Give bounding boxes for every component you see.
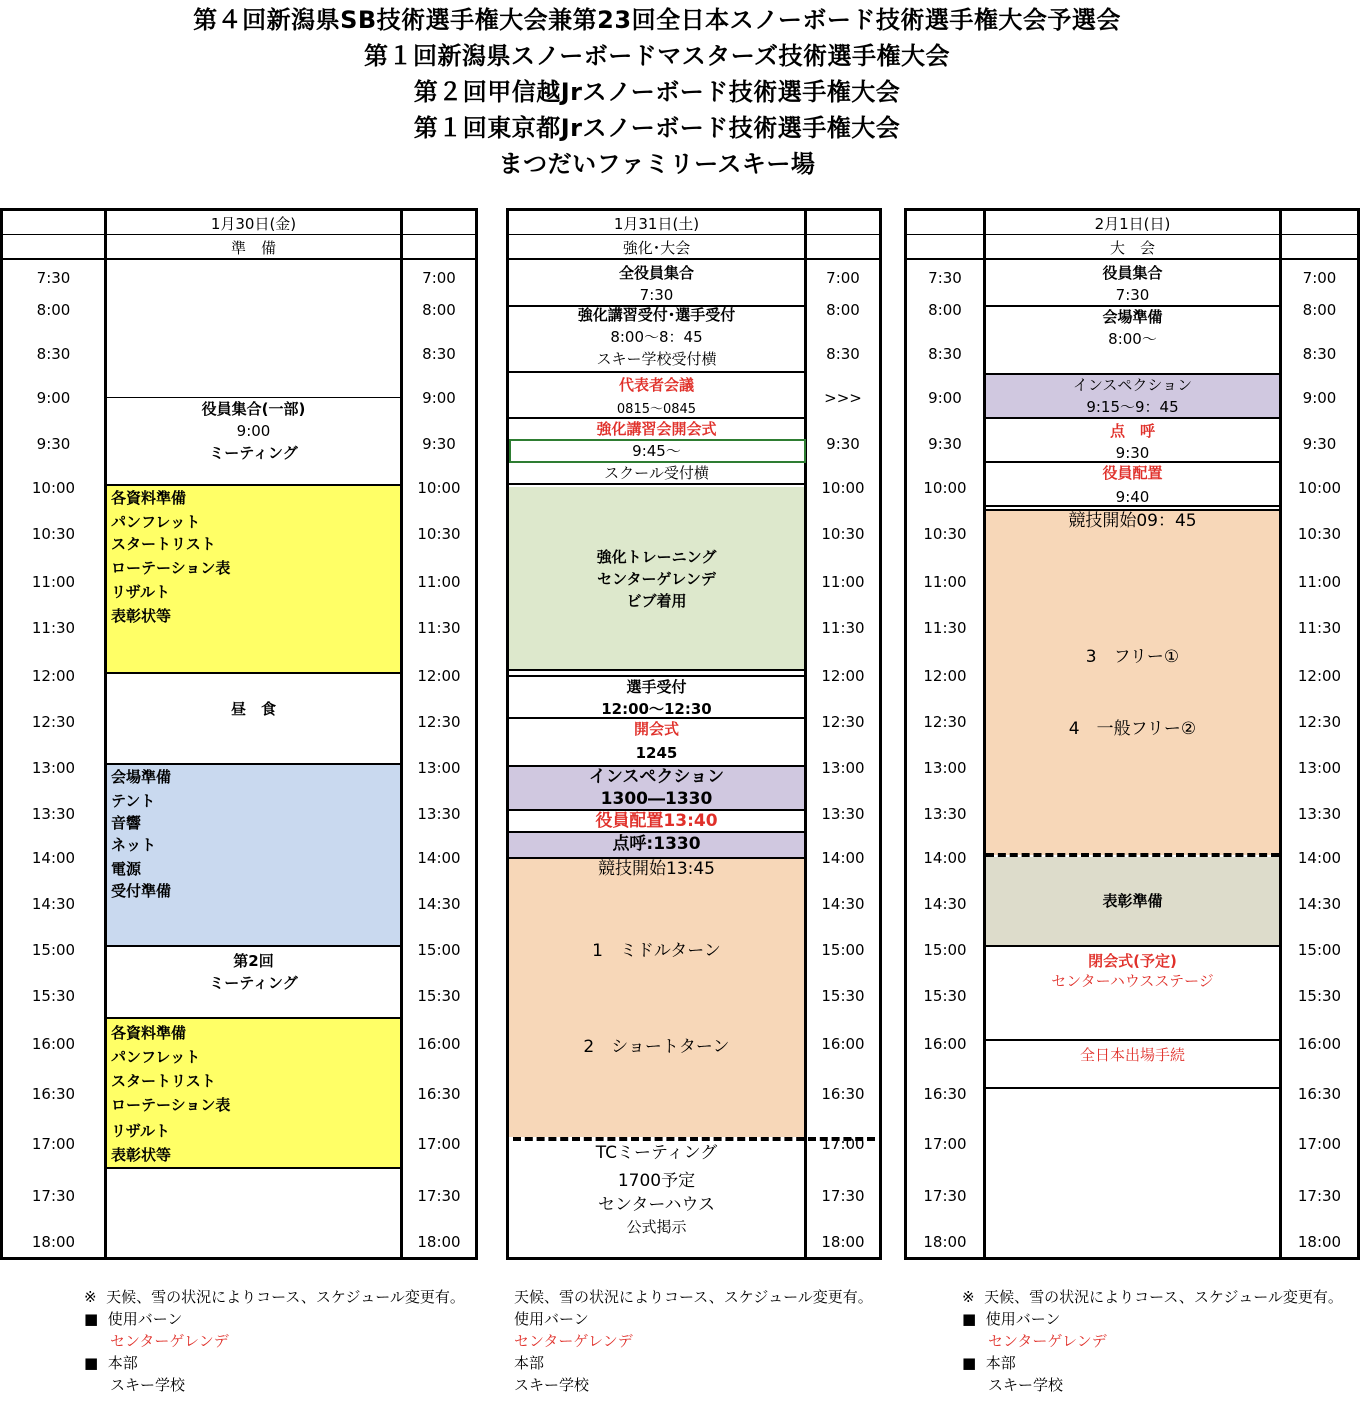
day3-left-time-label: 9:30 — [928, 435, 962, 453]
day3-left-time-label: 10:00 — [923, 479, 967, 497]
day1-left-time-label: 13:00 — [31, 759, 76, 777]
day3-right-time-label: 7:00 — [1302, 269, 1337, 287]
day2-date: 1月31日(土) — [613, 215, 700, 233]
day1-right-time-label: 14:00 — [417, 849, 461, 867]
day3-left-time-label: 7:30 — [928, 269, 962, 287]
day1-left-time-label: 13:30 — [31, 805, 76, 823]
day3-left-time-label: 10:30 — [923, 525, 967, 543]
day2-label: 強化･大会 — [622, 239, 691, 257]
day1-right-time-label: 13:00 — [417, 759, 461, 777]
day1-left-time-label: 10:30 — [31, 525, 76, 543]
day2-time-label: 8:00 — [826, 301, 860, 319]
day2-time-label: 16:30 — [821, 1085, 865, 1103]
day1-right-time-label: 18:00 — [417, 1233, 461, 1251]
day1-left-time-label: 12:00 — [31, 667, 76, 685]
day1-prep2: 各資料準備 パンフレット スタートリスト ローテーション表 リザルト 表彰状等 — [107, 1017, 400, 1169]
day1-left-time-label: 11:00 — [31, 573, 76, 591]
day2-tc-meeting: TCミーティング 1700予定 センターハウス 公式掲示 — [595, 1143, 718, 1236]
day1-right-time-label: 10:30 — [417, 525, 461, 543]
day2-time-label: 8:30 — [826, 345, 860, 363]
day3-left-time-label: 16:30 — [923, 1085, 967, 1103]
day1-left-time-label: 16:00 — [31, 1035, 76, 1053]
day1-right-time-label: 16:30 — [417, 1085, 461, 1103]
day1-meeting1: 役員集合(一部) 9:00 ミーティング — [201, 400, 306, 462]
day1-left-time-label: 15:30 — [31, 987, 76, 1005]
day1-left-time-label: 18:00 — [31, 1233, 76, 1251]
day3-right-time-label: 14:00 — [1297, 849, 1342, 867]
day1-left-time-label: 14:00 — [31, 849, 76, 867]
day2-time-label: 16:00 — [821, 1035, 865, 1053]
day1-right-time-label: 13:30 — [417, 805, 461, 823]
day1-left-time-label: 16:30 — [31, 1085, 76, 1103]
day2-time-label: 12:00 — [821, 667, 865, 685]
day2-time-label: 10:30 — [821, 525, 865, 543]
day2-player-reception: 選手受付 12:00～12:30 — [509, 675, 804, 719]
day1-left-time-label: 15:00 — [31, 941, 76, 959]
day1-right-time-label: 9:30 — [422, 435, 456, 453]
day1-meeting2: 第2回 ミーティング — [209, 952, 298, 992]
day1-prep1: 各資料準備 パンフレット スタートリスト ローテーション表 リザルト 表彰状等 — [107, 484, 400, 674]
day2-competition: 競技開始13:45 1 ミドルターン 2 ショートターン — [509, 857, 804, 1137]
day1-lunch: 昼 食 — [230, 700, 276, 718]
day3-right-time-label: 15:00 — [1297, 941, 1342, 959]
day3-right-time-label: 11:00 — [1297, 573, 1342, 591]
day3-right-time-label: 10:00 — [1297, 479, 1342, 497]
notes-day2: 天候、雪の状況によりコース、スケジュール変更有。 使用バーン センターゲレンデ 本部 スキー学校 — [514, 1288, 873, 1394]
notes-day1: ※ 天候、雪の状況によりコース、スケジュール変更有。 ■ 使用バーン センターゲレンデ ■ 本部 スキー学校 — [84, 1288, 465, 1394]
day1-left-time-label: 8:30 — [36, 345, 71, 363]
day3-entry: 全日本出場手続 — [986, 1041, 1279, 1089]
day3-right-time-label: 17:30 — [1297, 1187, 1342, 1205]
day3-column — [904, 208, 1360, 1260]
day2-time-label: 11:30 — [821, 619, 865, 637]
day2-inspection: インスペクション 1300―1330 — [509, 765, 804, 811]
day1-right-time-label: 17:00 — [417, 1135, 461, 1153]
day3-right-time-label: 16:30 — [1297, 1085, 1342, 1103]
day3-right-time-label: 18:00 — [1297, 1233, 1342, 1251]
day1-right-time-label: 10:00 — [417, 479, 461, 497]
event-middle-turn: 1 ミドルターン — [592, 941, 721, 961]
event-short-turn: 2 ショートターン — [583, 1037, 730, 1057]
title-line-3: 第２回甲信越Jrスノーボード技術選手権大会 — [413, 78, 901, 106]
notes-day3: ※ 天候、雪の状況によりコース、スケジュール変更有。 ■ 使用バーン センターゲレンデ ■ 本部 スキー学校 — [962, 1288, 1343, 1394]
day1-left-time-label: 11:30 — [31, 619, 76, 637]
day1-right-time-label: 9:00 — [422, 389, 456, 407]
day2-time-label: >>> — [824, 389, 862, 407]
day1-right-time-label: 11:00 — [417, 573, 461, 591]
event-free-1: 3 フリー① — [1085, 647, 1180, 667]
day1-column — [0, 208, 478, 1260]
day3-right-time-label: 13:00 — [1297, 759, 1342, 777]
day3-staff-gather: 役員集合 7:30 — [986, 261, 1279, 307]
day3-left-time-label: 12:00 — [923, 667, 967, 685]
day3-right-time-label: 15:30 — [1297, 987, 1342, 1005]
day3-left-time-label: 8:30 — [928, 345, 962, 363]
day2-time-label: 13:00 — [821, 759, 865, 777]
day3-left-time-label: 11:30 — [923, 619, 967, 637]
day1-right-time-label: 12:30 — [417, 713, 461, 731]
day3-left-time-label: 17:00 — [923, 1135, 967, 1153]
day1-right-time-label: 14:30 — [417, 895, 461, 913]
day2-time-label: 10:00 — [821, 479, 865, 497]
day3-left-time-label: 9:00 — [928, 389, 962, 407]
day2-reception: 強化講習受付･選手受付 8:00～8：45 スキー学校受付横 — [509, 307, 804, 373]
day2-rep-meeting: 代表者会議 0815～0845 — [509, 373, 804, 419]
day2-column — [506, 208, 882, 1260]
day1-date: 1月30日(金) — [210, 215, 297, 233]
title-line-4: 第１回東京都Jrスノーボード技術選手権大会 — [413, 114, 901, 142]
event-general-free-2: 4 一般フリー② — [1068, 719, 1197, 739]
day3-venue-prep: 会場準備 8:00～ — [1102, 308, 1163, 348]
day2-opening: 開会式 1245 — [633, 720, 679, 762]
day2-time-label: 18:00 — [821, 1233, 865, 1251]
day3-competition: 競技開始09：45 3 フリー① 4 一般フリー② — [986, 509, 1279, 855]
day3-left-time-label: 12:30 — [923, 713, 967, 731]
day1-right-time-label: 8:00 — [422, 301, 456, 319]
day1-left-time-label: 17:30 — [31, 1187, 76, 1205]
day2-time-label: 13:30 — [821, 805, 865, 823]
day3-left-time-label: 13:30 — [923, 805, 967, 823]
day3-right-time-label: 9:00 — [1302, 389, 1337, 407]
day3-left-time-label: 18:00 — [923, 1233, 967, 1251]
day3-left-time-label: 14:00 — [923, 849, 967, 867]
day3-right-time-label: 9:30 — [1302, 435, 1337, 453]
day3-closing: 閉会式(予定) センターハウスステージ — [986, 949, 1279, 1041]
day1-left-time-label: 10:00 — [31, 479, 76, 497]
day3-label: 大 会 — [1109, 239, 1155, 257]
day1-left-time-label: 9:00 — [36, 389, 71, 407]
day1-left-time-label: 9:30 — [36, 435, 71, 453]
day2-staff-place: 役員配置13:40 — [509, 811, 804, 833]
day2-time-label: 14:00 — [821, 849, 865, 867]
day1-left-time-label: 8:00 — [36, 301, 71, 319]
day3-award-prep: 表彰準備 — [986, 857, 1279, 947]
day2-time-label: 14:30 — [821, 895, 865, 913]
title-line-2: 第１回新潟県スノーボードマスターズ技術選手権大会 — [363, 42, 951, 70]
day1-right-time-label: 12:00 — [417, 667, 461, 685]
day1-venue-prep: 会場準備 テント 音響 ネット 電源 受付準備 — [107, 763, 400, 947]
day3-left-time-label: 15:30 — [923, 987, 967, 1005]
day3-right-time-label: 16:00 — [1297, 1035, 1342, 1053]
day1-left-time-label: 14:30 — [31, 895, 76, 913]
day1-left-time-label: 12:30 — [31, 713, 76, 731]
day3-right-time-label: 10:30 — [1297, 525, 1342, 543]
day3-staff-place: 役員配置 9:40 — [986, 463, 1279, 507]
day1-right-time-label: 8:30 — [422, 345, 456, 363]
day3-right-time-label: 17:00 — [1297, 1135, 1342, 1153]
day2-time-label: 11:00 — [821, 573, 865, 591]
day2-roll-call: 点呼:1330 — [509, 833, 804, 857]
day2-training: 強化トレーニング センターゲレンデ ビブ着用 — [509, 487, 804, 671]
day1-right-time-label: 16:00 — [417, 1035, 461, 1053]
day1-right-time-label: 11:30 — [417, 619, 461, 637]
day3-roll-call: 点 呼 9:30 — [986, 419, 1279, 463]
day3-right-time-label: 13:30 — [1297, 805, 1342, 823]
day3-date: 2月1日(日) — [1094, 215, 1171, 233]
day2-time-label: 15:00 — [821, 941, 865, 959]
day3-right-time-label: 12:30 — [1297, 713, 1342, 731]
day1-right-time-label: 7:00 — [422, 269, 456, 287]
day3-right-time-label: 14:30 — [1297, 895, 1342, 913]
day3-left-time-label: 13:00 — [923, 759, 967, 777]
day3-left-time-label: 17:30 — [923, 1187, 967, 1205]
day1-right-time-label: 15:30 — [417, 987, 461, 1005]
day2-time-label: 17:00 — [821, 1135, 865, 1153]
day3-right-time-label: 8:00 — [1302, 301, 1337, 319]
title-line-5: まつだいファミリースキー場 — [498, 150, 816, 178]
day1-left-time-label: 7:30 — [36, 269, 71, 287]
day2-time-label: 12:30 — [821, 713, 865, 731]
title-line-1: 第４回新潟県SB技術選手権大会兼第23回全日本スノーボード技術選手権大会予選会 — [193, 6, 1121, 34]
day3-left-time-label: 14:30 — [923, 895, 967, 913]
day2-time-label: 7:00 — [826, 269, 860, 287]
day3-right-time-label: 8:30 — [1302, 345, 1337, 363]
day3-left-time-label: 11:00 — [923, 573, 967, 591]
day3-right-time-label: 11:30 — [1297, 619, 1342, 637]
day3-inspection: インスペクション 9:15～9：45 — [986, 373, 1279, 419]
day1-right-time-label: 17:30 — [417, 1187, 461, 1205]
day2-time-label: 9:30 — [826, 435, 860, 453]
day2-opening-training: 強化講習会開会式 9:45～ スクール受付横 — [509, 419, 804, 485]
day2-time-label: 17:30 — [821, 1187, 865, 1205]
day1-right-time-label: 15:00 — [417, 941, 461, 959]
day2-all-staff: 全役員集合 7:30 — [509, 261, 804, 307]
day1-left-time-label: 17:00 — [31, 1135, 76, 1153]
day2-time-label: 15:30 — [821, 987, 865, 1005]
day3-left-time-label: 16:00 — [923, 1035, 967, 1053]
day3-right-time-label: 12:00 — [1297, 667, 1342, 685]
day3-left-time-label: 15:00 — [923, 941, 967, 959]
day1-label: 準 備 — [230, 239, 276, 257]
day3-left-time-label: 8:00 — [928, 301, 962, 319]
